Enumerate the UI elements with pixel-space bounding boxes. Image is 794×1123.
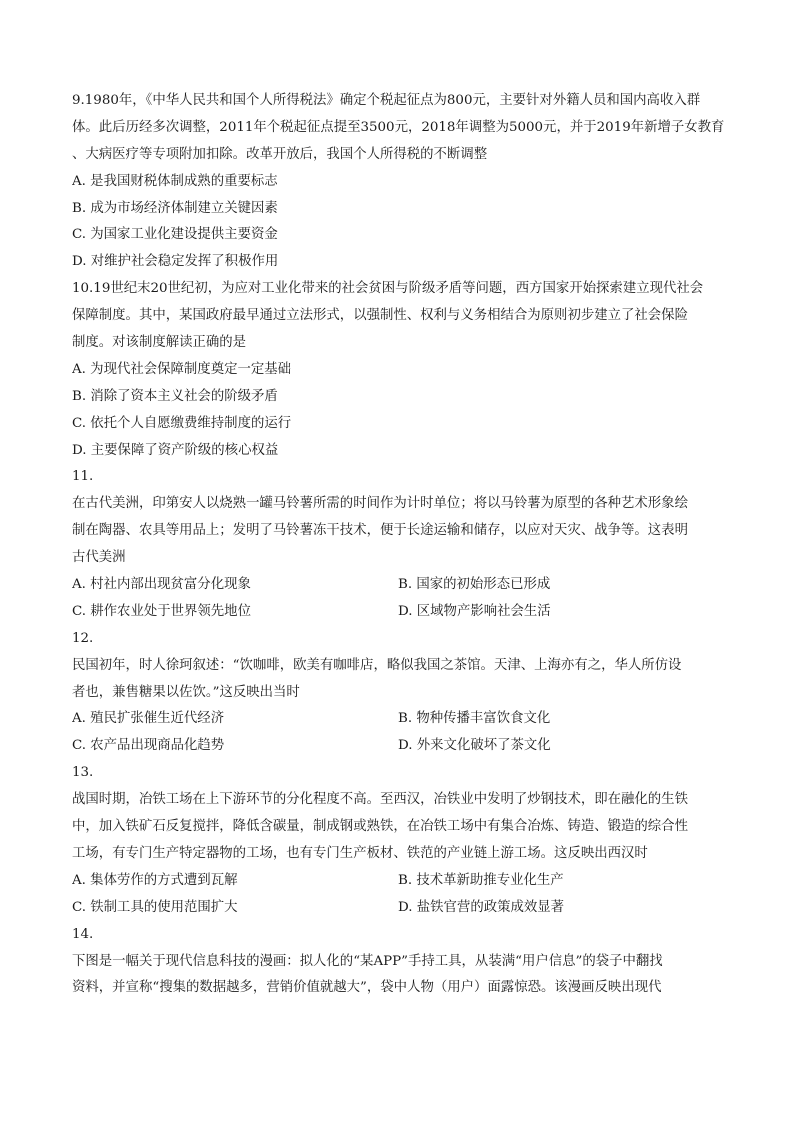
option-b: B. 消除了资本主义社会的阶级矛盾 bbox=[72, 388, 278, 404]
question-stem-line: 、大病医疗等专项附加扣除。改革开放后，我国个人所得税的不断调整 bbox=[72, 146, 488, 162]
option-row bbox=[72, 572, 724, 599]
question-11 bbox=[72, 464, 724, 625]
question-stem-line: 保障制度。其中，某国政府最早通过立法形式，以强制性、权利与义务相结合为原则初步建立了社会保险 bbox=[72, 308, 688, 324]
question-number: 14. bbox=[72, 926, 94, 942]
question-stem-line: 古代美洲 bbox=[72, 550, 126, 566]
option-a: A. 集体劳作的方式遭到瓦解 bbox=[72, 872, 238, 888]
option-b: B. 物种传播丰富饮食文化 bbox=[398, 711, 551, 727]
question-stem-line: 民国初年，时人徐珂叙述：“饮咖啡，欧美有咖啡店，略似我国之茶馆。天津、上海亦有之，华人所仿设 bbox=[72, 657, 682, 673]
option-b: B. 国家的初始形态已形成 bbox=[398, 577, 551, 593]
question-stem-line: 9.1980年，《中华人民共和国个人所得税法》确定个税起征点为800元，主要针对外籍人员和国内高收入群 bbox=[72, 93, 701, 108]
option-a: A. 为现代社会保障制度奠定一定基础 bbox=[72, 361, 292, 377]
option-a: A. 殖民扩张催生近代经济 bbox=[72, 711, 225, 727]
question-stem-line: 制度。对该制度解读正确的是 bbox=[72, 335, 247, 351]
question-number: 11. bbox=[72, 469, 94, 485]
question-stem-line: 制在陶器、农具等用品上；发明了马铃薯冻干技术，便于长途运输和储存，以应对天灾、战争等。这表明 bbox=[72, 523, 688, 539]
option-d: D. 外来文化破坏了茶文化 bbox=[398, 738, 551, 754]
option-row bbox=[72, 868, 724, 895]
question-13 bbox=[72, 760, 724, 921]
option-b: B. 技术革新助推专业化生产 bbox=[398, 872, 564, 888]
question-stem-line: 者也，兼售糖果以佐饮。”这反映出当时 bbox=[72, 684, 300, 700]
option-d: D. 盐铁官营的政策成效显著 bbox=[398, 899, 565, 915]
option-row bbox=[72, 706, 724, 733]
question-number: 13. bbox=[72, 765, 94, 781]
option-a: A. 村社内部出现贫富分化现象 bbox=[72, 577, 251, 593]
option-row bbox=[72, 733, 724, 760]
option-row bbox=[72, 599, 724, 626]
option-c: C. 铁制工具的使用范围扩大 bbox=[72, 899, 238, 915]
option-row bbox=[72, 895, 724, 922]
option-c: C. 为国家工业化建设提供主要资金 bbox=[72, 227, 278, 243]
option-c: C. 耕作农业处于世界领先地位 bbox=[72, 603, 251, 619]
option-b: B. 成为市场经济体制建立关键因素 bbox=[72, 200, 278, 216]
question-9 bbox=[72, 88, 724, 276]
question-stem-line: 体。此后历经多次调整，2011年个税起征点提至3500元，2018年调整为5000元，并于2019年新增子女教育 bbox=[72, 119, 724, 135]
question-stem-line: 中，加入铁矿石反复搅拌，降低含碳量，制成钢或熟铁，在冶铁工场中有集合冶炼、铸造、锻造的综合性 bbox=[72, 819, 688, 835]
question-stem-line: 资料，并宣称“搜集的数据越多，营销价值就越大”，袋中人物（用户）面露惊恐。该漫画反映出现代 bbox=[72, 980, 662, 996]
option-d: D. 对维护社会稳定发挥了积极作用 bbox=[72, 254, 279, 270]
question-stem-line: 工场，有专门生产特定器物的工场，也有专门生产板材、铁范的产业链上游工场。这反映出西汉时 bbox=[72, 845, 648, 861]
option-d: D. 主要保障了资产阶级的核心权益 bbox=[72, 442, 279, 458]
question-stem-line: 下图是一幅关于现代信息科技的漫画：拟人化的“某APP”手持工具，从装满“用户信息”的袋子中翻找 bbox=[72, 953, 663, 969]
question-10 bbox=[72, 276, 724, 464]
question-stem-line: 在古代美洲，印第安人以烧熟一罐马铃薯所需的时间作为计时单位；将以马铃薯为原型的各种艺术形象绘 bbox=[72, 496, 688, 512]
option-c: C. 依托个人自愿缴费维持制度的运行 bbox=[72, 415, 292, 431]
question-stem-line: 战国时期，冶铁工场在上下游环节的分化程度不高。至西汉，冶铁业中发明了炒钢技术，即在融化的生铁 bbox=[72, 792, 688, 808]
option-a: A. 是我国财税体制成熟的重要标志 bbox=[72, 173, 278, 189]
question-stem-line: 10.19世纪末20世纪初，为应对工业化带来的社会贫困与阶级矛盾等问题，西方国家开始探索建立现代社会 bbox=[72, 281, 704, 297]
question-number: 12. bbox=[72, 630, 94, 646]
option-d: D. 区域物产影响社会生活 bbox=[398, 603, 551, 619]
question-14 bbox=[72, 922, 724, 1003]
option-c: C. 农产品出现商品化趋势 bbox=[72, 738, 225, 754]
question-12 bbox=[72, 626, 724, 760]
exam-page bbox=[72, 88, 724, 1002]
